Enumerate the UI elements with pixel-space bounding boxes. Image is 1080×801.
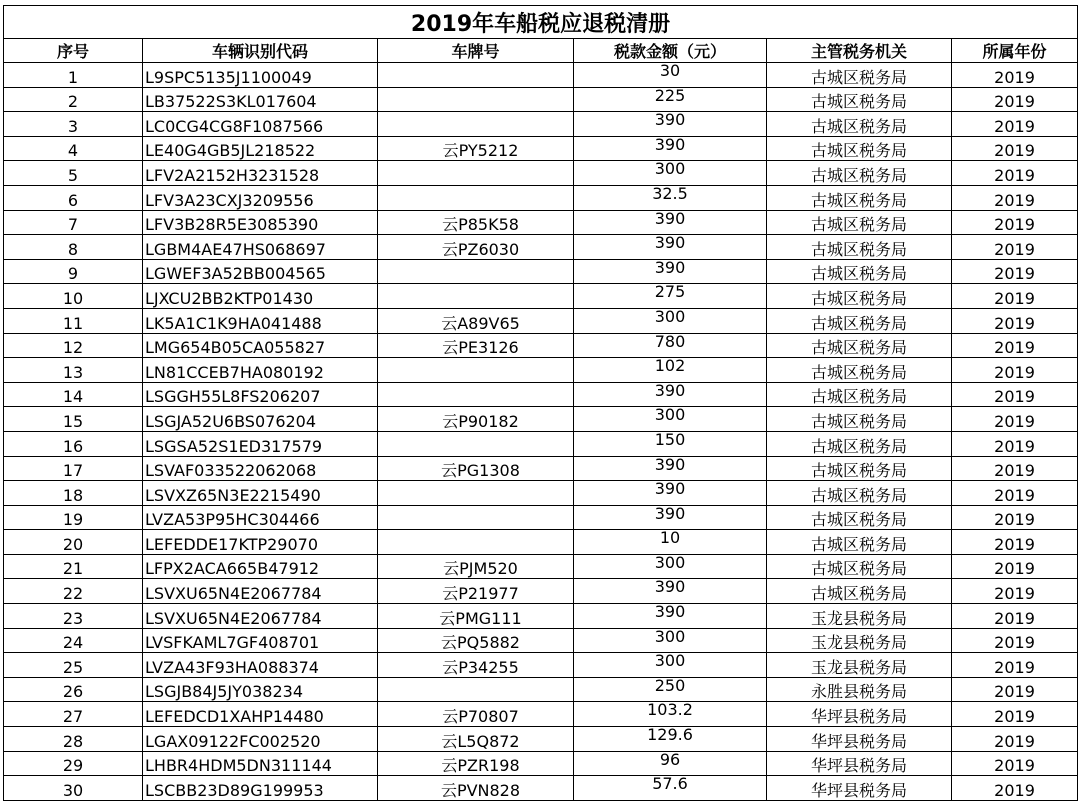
cell-plate — [378, 259, 574, 284]
table-row — [4, 333, 1078, 358]
cell-office: 玉龙县税务局 — [767, 628, 952, 653]
cell-amount: 390 — [574, 210, 767, 235]
table-row — [4, 431, 1078, 456]
cell-amount: 390 — [574, 112, 767, 137]
table-row — [4, 407, 1078, 432]
cell-no: 17 — [4, 456, 143, 481]
cell-year: 2019 — [952, 112, 1078, 137]
cell-office: 古城区税务局 — [767, 87, 952, 112]
cell-plate: 云PG1308 — [378, 456, 574, 481]
cell-no: 7 — [4, 210, 143, 235]
cell-no: 22 — [4, 579, 143, 604]
cell-year: 2019 — [952, 751, 1078, 776]
cell-amount: 390 — [574, 456, 767, 481]
cell-amount: 32.5 — [574, 185, 767, 210]
table-row — [4, 604, 1078, 629]
cell-office: 古城区税务局 — [767, 407, 952, 432]
cell-amount: 96 — [574, 751, 767, 776]
table-row — [4, 161, 1078, 186]
cell-vin: LVZA53P95HC304466 — [143, 505, 378, 530]
cell-no: 12 — [4, 333, 143, 358]
cell-no: 30 — [4, 776, 143, 801]
cell-vin: LVZA43F93HA088374 — [143, 653, 378, 678]
table-header-row — [4, 39, 1078, 63]
cell-vin: LSGJB84J5JY038234 — [143, 677, 378, 702]
table-row — [4, 382, 1078, 407]
cell-plate — [378, 112, 574, 137]
cell-plate: 云PQ5882 — [378, 628, 574, 653]
cell-vin: LHBR4HDM5DN311144 — [143, 751, 378, 776]
cell-vin: LVSFKAML7GF408701 — [143, 628, 378, 653]
cell-year: 2019 — [952, 579, 1078, 604]
cell-office: 古城区税务局 — [767, 456, 952, 481]
cell-plate — [378, 530, 574, 555]
cell-plate: 云PJM520 — [378, 554, 574, 579]
cell-vin: LFV3B28R5E3085390 — [143, 210, 378, 235]
cell-plate: 云P85K58 — [378, 210, 574, 235]
cell-amount: 780 — [574, 333, 767, 358]
cell-year: 2019 — [952, 87, 1078, 112]
header-no: 序号 — [4, 39, 143, 63]
cell-amount: 275 — [574, 284, 767, 309]
cell-year: 2019 — [952, 604, 1078, 629]
cell-amount: 300 — [574, 407, 767, 432]
table-row — [4, 259, 1078, 284]
cell-office: 古城区税务局 — [767, 136, 952, 161]
cell-year: 2019 — [952, 727, 1078, 752]
cell-no: 19 — [4, 505, 143, 530]
cell-year: 2019 — [952, 284, 1078, 309]
cell-office: 古城区税务局 — [767, 358, 952, 383]
cell-office: 古城区税务局 — [767, 259, 952, 284]
cell-vin: LSVXU65N4E2067784 — [143, 604, 378, 629]
cell-vin: LFV3A23CXJ3209556 — [143, 185, 378, 210]
cell-no: 5 — [4, 161, 143, 186]
cell-plate: 云PMG111 — [378, 604, 574, 629]
cell-office: 华坪县税务局 — [767, 776, 952, 801]
cell-plate — [378, 505, 574, 530]
table-row — [4, 456, 1078, 481]
cell-amount: 390 — [574, 505, 767, 530]
cell-no: 4 — [4, 136, 143, 161]
cell-amount: 390 — [574, 382, 767, 407]
cell-amount: 300 — [574, 161, 767, 186]
cell-no: 20 — [4, 530, 143, 555]
cell-vin: LEFEDDE17KTP29070 — [143, 530, 378, 555]
cell-vin: LE40G4GB5JL218522 — [143, 136, 378, 161]
cell-amount: 300 — [574, 628, 767, 653]
cell-year: 2019 — [952, 185, 1078, 210]
cell-office: 古城区税务局 — [767, 554, 952, 579]
cell-year: 2019 — [952, 481, 1078, 506]
cell-office: 古城区税务局 — [767, 333, 952, 358]
table-body — [4, 63, 1078, 801]
cell-no: 3 — [4, 112, 143, 137]
table-row — [4, 776, 1078, 801]
cell-vin: LSGJA52U6BS076204 — [143, 407, 378, 432]
cell-plate — [378, 185, 574, 210]
cell-no: 2 — [4, 87, 143, 112]
cell-office: 永胜县税务局 — [767, 677, 952, 702]
table-row — [4, 136, 1078, 161]
cell-vin: LSCBB23D89G199953 — [143, 776, 378, 801]
cell-plate — [378, 677, 574, 702]
table-row — [4, 308, 1078, 333]
cell-year: 2019 — [952, 431, 1078, 456]
cell-vin: LEFEDCD1XAHP14480 — [143, 702, 378, 727]
cell-office: 古城区税务局 — [767, 63, 952, 88]
cell-amount: 300 — [574, 653, 767, 678]
cell-year: 2019 — [952, 308, 1078, 333]
cell-amount: 102 — [574, 358, 767, 383]
cell-amount: 390 — [574, 259, 767, 284]
cell-vin: LJXCU2BB2KTP01430 — [143, 284, 378, 309]
table-row — [4, 235, 1078, 260]
cell-plate — [378, 358, 574, 383]
cell-amount: 390 — [574, 604, 767, 629]
cell-year: 2019 — [952, 776, 1078, 801]
cell-vin: LSVXZ65N3E2215490 — [143, 481, 378, 506]
refund-table — [3, 5, 1078, 801]
table-row — [4, 727, 1078, 752]
table-row — [4, 112, 1078, 137]
cell-no: 16 — [4, 431, 143, 456]
cell-no: 27 — [4, 702, 143, 727]
table-row — [4, 481, 1078, 506]
table-row — [4, 505, 1078, 530]
cell-no: 8 — [4, 235, 143, 260]
cell-amount: 390 — [574, 136, 767, 161]
page-title: 2019年车船税应退税清册 — [4, 6, 1078, 39]
cell-office: 古城区税务局 — [767, 235, 952, 260]
cell-plate — [378, 161, 574, 186]
table-row — [4, 210, 1078, 235]
cell-plate — [378, 382, 574, 407]
cell-office: 古城区税务局 — [767, 308, 952, 333]
cell-plate: 云P90182 — [378, 407, 574, 432]
cell-no: 25 — [4, 653, 143, 678]
cell-year: 2019 — [952, 358, 1078, 383]
cell-amount: 225 — [574, 87, 767, 112]
table-row — [4, 677, 1078, 702]
cell-no: 10 — [4, 284, 143, 309]
cell-amount: 390 — [574, 579, 767, 604]
cell-office: 玉龙县税务局 — [767, 653, 952, 678]
cell-no: 15 — [4, 407, 143, 432]
cell-office: 古城区税务局 — [767, 210, 952, 235]
cell-office: 古城区税务局 — [767, 382, 952, 407]
cell-plate — [378, 431, 574, 456]
cell-plate: 云PVN828 — [378, 776, 574, 801]
cell-no: 9 — [4, 259, 143, 284]
cell-no: 23 — [4, 604, 143, 629]
cell-year: 2019 — [952, 259, 1078, 284]
cell-year: 2019 — [952, 210, 1078, 235]
cell-plate: 云PZ6030 — [378, 235, 574, 260]
cell-no: 1 — [4, 63, 143, 88]
cell-year: 2019 — [952, 136, 1078, 161]
cell-plate — [378, 284, 574, 309]
table-row — [4, 702, 1078, 727]
cell-year: 2019 — [952, 530, 1078, 555]
cell-amount: 300 — [574, 554, 767, 579]
table-row — [4, 579, 1078, 604]
header-office: 主管税务机关 — [767, 39, 952, 63]
cell-office: 古城区税务局 — [767, 112, 952, 137]
cell-year: 2019 — [952, 63, 1078, 88]
cell-no: 29 — [4, 751, 143, 776]
cell-plate: 云P70807 — [378, 702, 574, 727]
cell-vin: LSVAF033522062068 — [143, 456, 378, 481]
cell-amount: 390 — [574, 235, 767, 260]
cell-amount: 250 — [574, 677, 767, 702]
cell-year: 2019 — [952, 554, 1078, 579]
cell-amount: 150 — [574, 431, 767, 456]
cell-plate: 云PZR198 — [378, 751, 574, 776]
cell-year: 2019 — [952, 702, 1078, 727]
cell-office: 古城区税务局 — [767, 579, 952, 604]
cell-vin: LSGGH55L8FS206207 — [143, 382, 378, 407]
cell-no: 18 — [4, 481, 143, 506]
cell-vin: LC0CG4CG8F1087566 — [143, 112, 378, 137]
cell-amount: 57.6 — [574, 776, 767, 801]
cell-plate: 云PE3126 — [378, 333, 574, 358]
cell-office: 古城区税务局 — [767, 185, 952, 210]
header-plate: 车牌号 — [378, 39, 574, 63]
cell-year: 2019 — [952, 653, 1078, 678]
header-amount: 税款金额（元） — [574, 39, 767, 63]
cell-office: 华坪县税务局 — [767, 751, 952, 776]
header-vin: 车辆识别代码 — [143, 39, 378, 63]
table-row — [4, 284, 1078, 309]
table-row — [4, 63, 1078, 88]
cell-vin: LFPX2ACA665B47912 — [143, 554, 378, 579]
cell-no: 26 — [4, 677, 143, 702]
cell-no: 6 — [4, 185, 143, 210]
cell-vin: LK5A1C1K9HA041488 — [143, 308, 378, 333]
cell-vin: L9SPC5135J1100049 — [143, 63, 378, 88]
cell-vin: LFV2A2152H3231528 — [143, 161, 378, 186]
table-row — [4, 751, 1078, 776]
cell-amount: 30 — [574, 63, 767, 88]
cell-plate: 云P21977 — [378, 579, 574, 604]
cell-year: 2019 — [952, 407, 1078, 432]
cell-year: 2019 — [952, 456, 1078, 481]
cell-office: 古城区税务局 — [767, 505, 952, 530]
cell-vin: LSGSA52S1ED317579 — [143, 431, 378, 456]
cell-office: 古城区税务局 — [767, 481, 952, 506]
cell-plate: 云A89V65 — [378, 308, 574, 333]
header-year: 所属年份 — [952, 39, 1078, 63]
cell-office: 古城区税务局 — [767, 284, 952, 309]
cell-vin: LB37522S3KL017604 — [143, 87, 378, 112]
cell-vin: LSVXU65N4E2067784 — [143, 579, 378, 604]
cell-amount: 300 — [574, 308, 767, 333]
cell-no: 13 — [4, 358, 143, 383]
table-row — [4, 358, 1078, 383]
cell-plate: 云PY5212 — [378, 136, 574, 161]
cell-amount: 129.6 — [574, 727, 767, 752]
cell-no: 14 — [4, 382, 143, 407]
cell-vin: LMG654B05CA055827 — [143, 333, 378, 358]
table-row — [4, 628, 1078, 653]
cell-year: 2019 — [952, 677, 1078, 702]
table-row — [4, 87, 1078, 112]
table-row — [4, 185, 1078, 210]
cell-plate — [378, 87, 574, 112]
cell-no: 28 — [4, 727, 143, 752]
cell-vin: LGWEF3A52BB004565 — [143, 259, 378, 284]
cell-office: 古城区税务局 — [767, 431, 952, 456]
cell-amount: 103.2 — [574, 702, 767, 727]
cell-office: 华坪县税务局 — [767, 727, 952, 752]
cell-no: 24 — [4, 628, 143, 653]
cell-no: 21 — [4, 554, 143, 579]
cell-amount: 390 — [574, 481, 767, 506]
cell-vin: LN81CCEB7HA080192 — [143, 358, 378, 383]
tax-refund-sheet — [0, 5, 1080, 800]
cell-office: 玉龙县税务局 — [767, 604, 952, 629]
cell-year: 2019 — [952, 382, 1078, 407]
cell-year: 2019 — [952, 628, 1078, 653]
cell-amount: 10 — [574, 530, 767, 555]
cell-office: 华坪县税务局 — [767, 702, 952, 727]
cell-office: 古城区税务局 — [767, 161, 952, 186]
table-row — [4, 653, 1078, 678]
cell-plate: 云L5Q872 — [378, 727, 574, 752]
cell-plate — [378, 63, 574, 88]
table-row — [4, 530, 1078, 555]
cell-vin: LGAX09122FC002520 — [143, 727, 378, 752]
cell-plate — [378, 481, 574, 506]
cell-year: 2019 — [952, 333, 1078, 358]
table-row — [4, 554, 1078, 579]
cell-year: 2019 — [952, 235, 1078, 260]
cell-no: 11 — [4, 308, 143, 333]
cell-vin: LGBM4AE47HS068697 — [143, 235, 378, 260]
cell-year: 2019 — [952, 505, 1078, 530]
cell-office: 古城区税务局 — [767, 530, 952, 555]
cell-plate: 云P34255 — [378, 653, 574, 678]
cell-year: 2019 — [952, 161, 1078, 186]
